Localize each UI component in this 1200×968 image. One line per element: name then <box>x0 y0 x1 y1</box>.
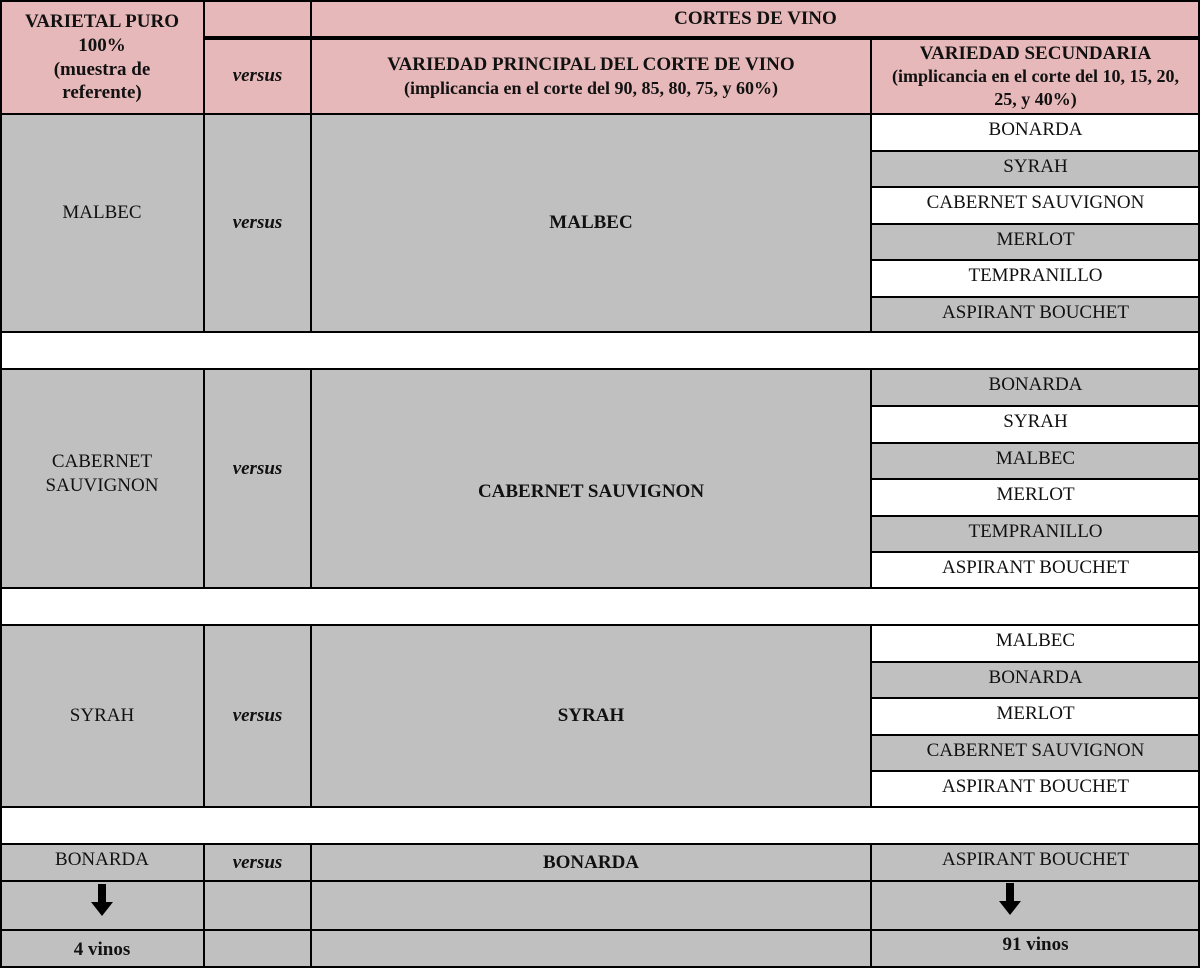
principal-syrah: SYRAH <box>311 625 871 807</box>
secundaria-item: BONARDA <box>871 114 1200 151</box>
header-varietal-line4: referente) <box>62 82 142 104</box>
varietal-cabernet-line2: SAUVIGNON <box>45 474 159 496</box>
total-varietal: 4 vinos <box>0 930 204 968</box>
secundaria-item: CABERNET SAUVIGNON <box>871 735 1200 771</box>
principal-malbec: MALBEC <box>311 114 871 332</box>
secundaria-item: ASPIRANT BOUCHET <box>871 297 1200 332</box>
secundaria-item: CABERNET SAUVIGNON <box>871 187 1200 224</box>
principal-cabernet: CABERNET SAUVIGNON <box>311 369 871 588</box>
varietal-cabernet-line1: CABERNET <box>51 450 153 472</box>
header-varietal-line2: 100% <box>78 34 126 56</box>
varietal-syrah: SYRAH <box>0 625 204 807</box>
versus-bonarda: versus <box>204 844 311 881</box>
secundaria-item: MERLOT <box>871 698 1200 735</box>
secundaria-item: TEMPRANILLO <box>871 516 1200 552</box>
header-varietal-line3: (muestra de <box>53 58 151 80</box>
secundaria-item: SYRAH <box>871 406 1200 443</box>
header-secundaria-sub: (implicancia en el corte del 10, 15, 20, 25, y 40%) <box>892 66 1179 109</box>
header-principal-sub: (implicancia en el corte del 90, 85, 80, 75, y 60%) <box>404 77 778 98</box>
secundaria-item: MALBEC <box>871 625 1200 662</box>
header-versus: versus <box>204 38 311 114</box>
varietal-bonarda: BONARDA <box>0 844 204 881</box>
header-principal-title: VARIEDAD PRINCIPAL DEL CORTE DE VINO <box>387 53 795 75</box>
secundaria-item: MALBEC <box>871 443 1200 479</box>
secundaria-item: MERLOT <box>871 479 1200 516</box>
secundaria-item: BONARDA <box>871 662 1200 698</box>
secundaria-item: MERLOT <box>871 224 1200 260</box>
secundaria-item: ASPIRANT BOUCHET <box>871 844 1200 881</box>
secundaria-item: ASPIRANT BOUCHET <box>871 552 1200 588</box>
versus-cabernet: versus <box>204 369 311 588</box>
versus-syrah: versus <box>204 625 311 807</box>
versus-malbec: versus <box>204 114 311 332</box>
principal-bonarda: BONARDA <box>311 844 871 881</box>
header-secundaria-title: VARIEDAD SECUNDARIA <box>919 42 1152 64</box>
secundaria-item: ASPIRANT BOUCHET <box>871 771 1200 807</box>
secundaria-item: SYRAH <box>871 151 1200 187</box>
total-blend: 91 vinos <box>871 930 1200 968</box>
secundaria-item: TEMPRANILLO <box>871 260 1200 297</box>
varietal-malbec: MALBEC <box>0 114 204 332</box>
secundaria-item: BONARDA <box>871 369 1200 406</box>
header-varietal-line1: VARIETAL PURO <box>25 11 179 32</box>
header-cortes: CORTES DE VINO <box>311 0 1200 38</box>
